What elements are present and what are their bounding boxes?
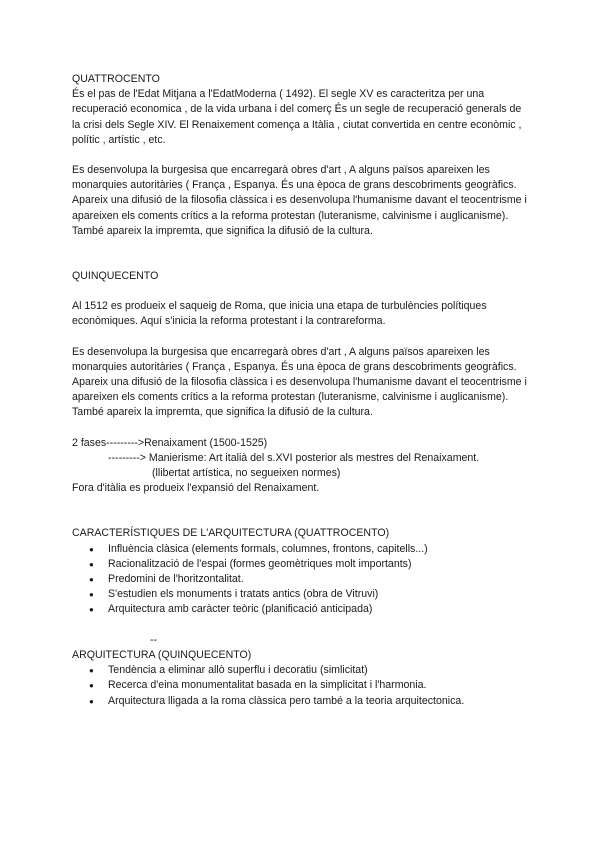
phase-mannerism-note: (llibertat artística, no segueixen normes) — [152, 467, 341, 480]
phases-line: 2 fases--------->Renaixament (1500-1525) — [72, 436, 268, 449]
list-item: ● Racionalització de l'espai (formes geomètriques molt importants) — [108, 557, 532, 572]
bullet-list — [72, 663, 532, 709]
paragraph: Es desenvolupa la burgesisa que encarregarà obres d'art , A alguns països apareixen les monarquies autoritàries ( França , Espanya. És una època de grans descobriments geogràfics. Apareix una difusió de la filosofia clàssica i es desenvolupa l'humanisme davant el teocentrisme i apareixen els coments crítics a la reforma protestan (luteranisme, calvinisme i auglicanisme). També apareix la impremta, que significa la difusió de la cultura. — [72, 164, 527, 237]
paragraph: És el pas de l'Edat Mitjana a l'EdatModerna ( 1492). El segle XV es caracteritza per una recuperació economica , de la vida urbana i del comerç És un segle de recuperació generals de la crisi dels Segle XIV. El Renaixement comença a Itàlia , ciutat convertida en centre econòmic , polític , artístic , etc. — [72, 88, 522, 146]
section-title-quinquecento: QUINQUECENTO — [72, 270, 159, 283]
list-item: ● Influència clàsica (elements formals, columnes, frontons, capitells...) — [108, 542, 532, 557]
list-item: ● Tendència a eliminar allò superflu i decoratiu (simlicitat) — [108, 663, 532, 678]
list-item: ● Recerca d'eina monumentalitat basada en la simplicitat i l'harmonia. — [108, 678, 532, 693]
list-item: ● Predomini de l'horitzontalitat. — [108, 572, 532, 587]
paragraph: Fora d'itàlia es produeix l'expansió del Renaixament. — [72, 482, 320, 495]
list-item: ● Arquitectura lligada a la roma clàssica pero també a la teoria arquitectonica. — [108, 694, 532, 709]
phase-mannerism: ---------> Manierisme: Art italià del s.XVI posterior als mestres del Renaixament. — [108, 451, 480, 464]
section-title-quattrocento: QUATTROCENTO — [72, 73, 160, 85]
section-title-architecture-quinquecento: ARQUITECTURA (QUINQUECENTO) — [72, 648, 252, 661]
paragraph: Es desenvolupa la burgesisa que encarregarà obres d'art , A alguns països apareixen les monarquies autoritàries ( França , Espanya. És una època de grans descobriments geogràfics. Apareix una difusió de la filosofia clàssica i es desenvolupa l'humanisme davant el teocentrisme i apareixen els coments crítics a la reforma protestan (luteranisme, calvinisme i auglicanisme). També apareix la impremta, que significa la difusió de la cultura. — [72, 345, 527, 419]
section-title-architecture-quattrocento: CARACTERÍSTIQUES DE L'ARQUITECTURA (QUATTROCENTO) — [72, 527, 390, 540]
bullet-list — [72, 542, 532, 618]
list-item: ● S'estudien els monuments i tratats antics (obra de Vitruvi) — [108, 587, 532, 602]
list-item: ● Arquitectura amb caràcter teòric (planificació anticipada) — [108, 602, 532, 617]
paragraph: Al 1512 es produeix el saqueig de Roma, que inicia una etapa de turbulències polítiques econòmiques. Aquí s'inicia la reforma protestant i la contrareforma. — [72, 300, 487, 328]
separator-mark: -- — [150, 633, 158, 646]
document-page — [72, 72, 532, 709]
